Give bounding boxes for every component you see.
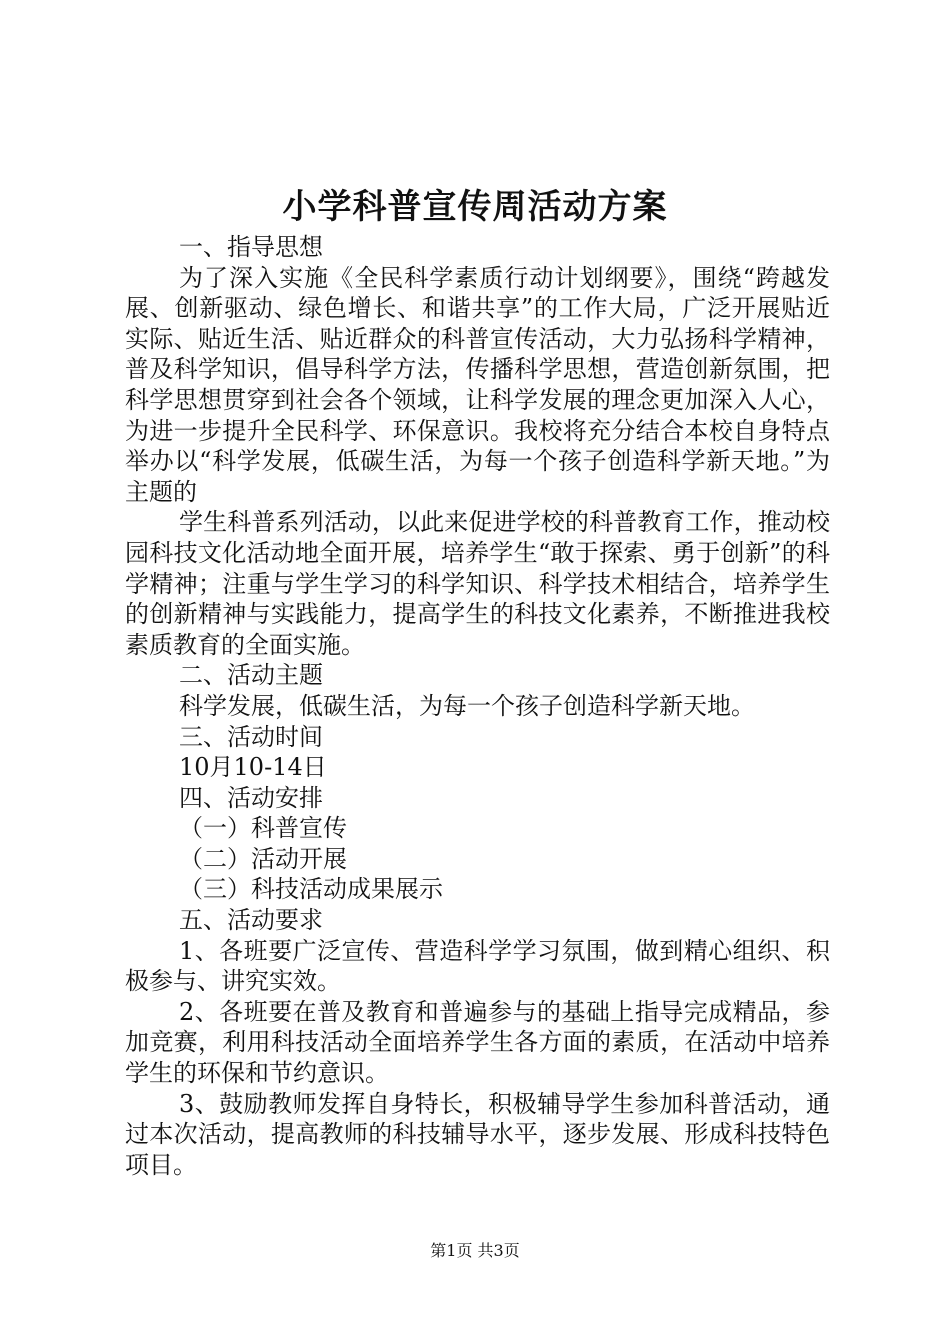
paragraph-objectives: 学生科普系列活动，以此来促进学校的科普教育工作，推动校园科技文化活动地全面开展，培养学生“敢于探索、勇于创新”的科学精神；注重与学生学习的科学知识、科学技术相结合，培养学生的创新精神与实践能力，提高学生的科技文化素养，不断推进我校素质教育的全面实施。	[125, 508, 830, 659]
paragraph-theme: 科学发展，低碳生活，为每一个孩子创造科学新天地。	[179, 691, 755, 720]
page-number-footer: 第1页 共3页	[430, 1241, 520, 1260]
section-heading-arrangement: 四、活动安排	[179, 783, 323, 812]
paragraph-time: 10月10-14日	[179, 753, 327, 782]
paragraph-background: 为了深入实施《全民科学素质行动计划纲要》，围绕“跨越发展、创新驱动、绿色增长、和谐共享”的工作大局，广泛开展贴近实际、贴近生活、贴近群众的科普宣传活动，大力弘扬科学精神，普及科学知识，倡导科学方法，传播科学思想，营造创新氛围，把科学思想贯穿到社会各个领域，让科学发展的理念更加深入人心，为进一步提升全民科学、环保意识。我校将充分结合本校自身特点举办以“科学发展，低碳生活，为每一个孩子创造科学新天地。”为主题的	[125, 263, 830, 506]
list-item-arrangement-3: （三）科技活动成果展示	[179, 875, 443, 904]
section-heading-guiding-ideology: 一、指导思想	[179, 233, 323, 261]
list-item-requirement-3: 3、鼓励教师发挥自身特长，积极辅导学生参加科普活动，通过本次活动，提高教师的科技辅导水平，逐步发展、形成科技特色项目。	[125, 1089, 830, 1179]
list-item-requirement-1: 1、各班要广泛宣传、营造科学学习氛围，做到精心组织、积极参与、讲究实效。	[125, 936, 830, 996]
section-heading-requirements: 五、活动要求	[179, 906, 323, 935]
list-item-requirement-2: 2、各班要在普及教育和普遍参与的基础上指导完成精品，参加竞赛，利用科技活动全面培养学生各方面的素质，在活动中培养学生的环保和节约意识。	[125, 997, 830, 1088]
document-body	[125, 232, 830, 1180]
section-heading-theme: 二、活动主题	[179, 661, 323, 690]
list-item-arrangement-1: （一）科普宣传	[179, 814, 347, 843]
section-heading-time: 三、活动时间	[179, 722, 323, 751]
document-title: 小学科普宣传周活动方案	[282, 187, 668, 227]
list-item-arrangement-2: （二）活动开展	[179, 844, 347, 873]
